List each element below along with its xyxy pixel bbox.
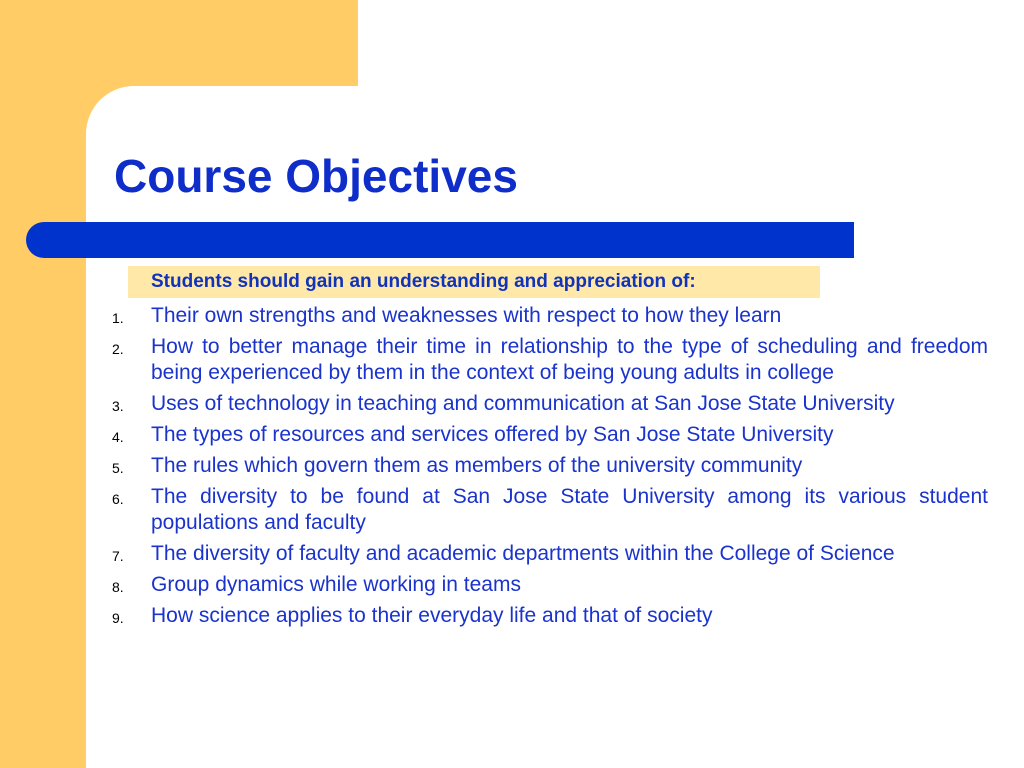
objectives-list bbox=[108, 298, 988, 629]
objective-number: 2. bbox=[112, 341, 124, 357]
objective-text: Their own strengths and weaknesses with respect to how they learn bbox=[151, 304, 782, 327]
objective-text: How science applies to their everyday life and that of society bbox=[151, 604, 713, 627]
objective-number: 1. bbox=[112, 310, 124, 326]
objective-number: 5. bbox=[112, 460, 124, 476]
objective-item bbox=[108, 484, 988, 536]
objective-item bbox=[108, 303, 988, 329]
slide-title: Course Objectives bbox=[114, 150, 518, 202]
objective-number: 8. bbox=[112, 579, 124, 595]
objective-text: The diversity to be found at San Jose State University among its various student populations and faculty bbox=[151, 485, 988, 534]
objective-item bbox=[108, 541, 988, 567]
objective-number: 4. bbox=[112, 429, 124, 445]
objective-text: The diversity of faculty and academic departments within the College of Science bbox=[151, 542, 895, 565]
objective-item bbox=[108, 453, 988, 479]
objective-text: How to better manage their time in relationship to the type of scheduling and freedom being experienced by them in the context of being young adults in college bbox=[151, 335, 988, 384]
intro-statement: Students should gain an understanding and appreciation of: bbox=[128, 266, 820, 298]
title-underline-bar bbox=[26, 222, 854, 258]
objective-item bbox=[108, 603, 988, 629]
objective-number: 9. bbox=[112, 610, 124, 626]
objective-text: Uses of technology in teaching and communication at San Jose State University bbox=[151, 392, 895, 415]
objective-text: Group dynamics while working in teams bbox=[151, 573, 521, 596]
objective-item bbox=[108, 391, 988, 417]
objective-item bbox=[108, 422, 988, 448]
objective-number: 6. bbox=[112, 491, 124, 507]
objective-number: 3. bbox=[112, 398, 124, 414]
objective-number: 7. bbox=[112, 548, 124, 564]
objective-text: The types of resources and services offered by San Jose State University bbox=[151, 423, 834, 446]
objective-item bbox=[108, 334, 988, 386]
objective-text: The rules which govern them as members of the university community bbox=[151, 454, 803, 477]
objective-item bbox=[108, 572, 988, 598]
